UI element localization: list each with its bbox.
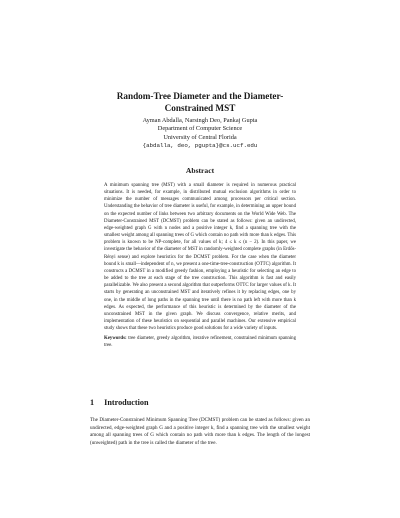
keywords-line xyxy=(104,335,296,349)
abstract-block xyxy=(104,182,296,350)
section-heading xyxy=(90,398,149,407)
author-email: {abdalla, deo, pgupta}@cs.ucf.edu xyxy=(142,142,258,150)
paper-title xyxy=(0,91,400,114)
author-block xyxy=(0,117,400,151)
keywords-label: Keywords: xyxy=(104,336,127,342)
intro-paragraph: The Diameter-Constrained Minimum Spanning Tree (DCMST) problem can be stated as follows: given an undirected, edge-weighted graph G and a positive integer k, find a spanning tree with the smallest weight among all spanning trees of G which contain no path with more than k edges. The length of the longest (unweighted) path in the tree is called the diameter of the tree. xyxy=(90,417,310,446)
section-number: 1 xyxy=(90,398,95,407)
department: Department of Computer Science xyxy=(157,125,243,133)
section-title: Introduction xyxy=(104,398,149,407)
university: University of Central Florida xyxy=(163,133,237,141)
abstract-heading: Abstract xyxy=(185,166,215,175)
abstract-text: A minimum spanning tree (MST) with a small diameter is required in numerous practical situations. It is needed, for example, in distributed mutual exclusion algorithms in order to minimize the number of messages communicated among processors per critical section. Understanding the behavior of tree diameter is useful, for example, in determining an upper bound on the expected number of links between two arbitrary documents on the World Wide Web. The Diameter-Constrained MST (DCMST) problem can be stated as follows: given an undirected, edge-weighted graph G with n nodes and a positive integer k, find a spanning tree with the smallest weight among all spanning trees of G which contain no path with more than k edges. This problem is known to be NP-complete, for all values of k; 4 ≤ k ≤ (n − 2). In this paper, we investigate the behavior of the diameter of MST in randomly-weighted complete graphs (in Erdős-Rényi sense) and explore heuristics for the DCMST problem. For the case when the diameter bound k is small—independent of n, we present a one-time-tree-construction (OTTC) algorithm. It constructs a DCMST in a modified greedy fashion, employing a heuristic for selecting an edge to be added to the tree at each stage of the tree construction. This algorithm is fast and easily parallelizable. We also present a second algorithm that outperforms OTTC for larger values of k. It starts by generating an unconstrained MST and iteratively refines it by replacing edges, one by one, in the middle of long paths in the spanning tree until there is no path left with more than k edges. As expected, the performance of this heuristic is determined by the diameter of the unconstrained MST in the given graph. We discuss convergence, relative merits, and implementation of these heuristics on sequential and parallel machines. Our extensive empirical study shows that these two heuristics produce good solutions for a wide variety of inputs. xyxy=(104,183,296,332)
title-line-2: Constrained MST xyxy=(164,102,236,113)
keywords-text: tree diameter, greedy algorithm, iterative refinement, constrained minimum spanning tree. xyxy=(104,336,297,349)
title-line-1: Random-Tree Diameter and the Diameter- xyxy=(116,91,284,101)
author-names: Ayman Abdalla, Narsingh Deo, Pankaj Gupta xyxy=(142,117,258,124)
